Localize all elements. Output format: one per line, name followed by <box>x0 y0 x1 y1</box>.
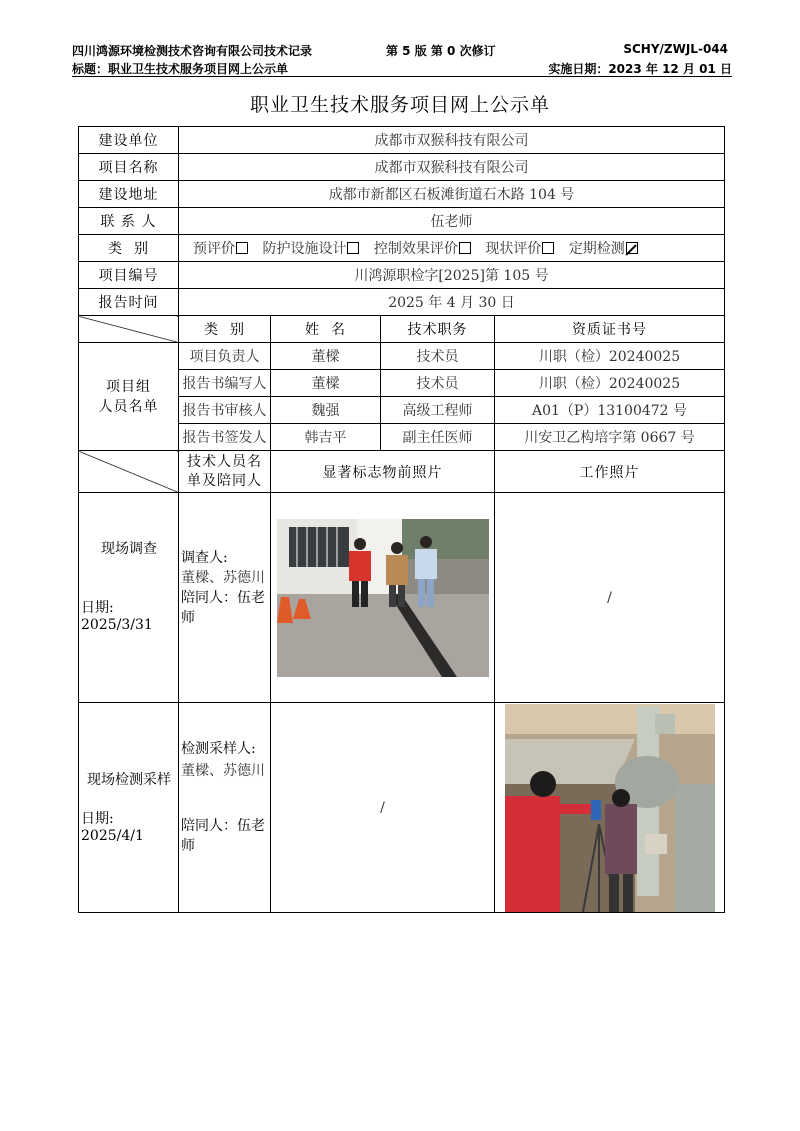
sampling-label-cell <box>79 703 179 913</box>
subject-line: 标题：职业卫生技术服务项目网上公示单 <box>72 62 289 76</box>
survey-staff-cell <box>179 493 271 703</box>
checkbox-icon <box>542 242 554 254</box>
staff-title: 技术员 <box>381 343 495 370</box>
category-option-status-eval[interactable]: 现状评价 <box>485 241 554 257</box>
address-value: 成都市新都区石板滩街道石木路 104 号 <box>179 181 725 208</box>
unit-value: 成都市双猴科技有限公司 <box>179 127 725 154</box>
col-staff-companions: 技术人员名 单及陪同人 <box>179 451 271 493</box>
staff-name: 董樑 <box>271 343 381 370</box>
doc-code: SCHY/ZWJL-044 <box>623 42 728 56</box>
survey-label-cell <box>79 493 179 703</box>
row-category <box>79 235 725 262</box>
survey-date: 2025/3/31 <box>81 617 153 633</box>
row-unit <box>79 127 725 154</box>
staff-col-name: 姓 名 <box>271 316 381 343</box>
staff-title: 高级工程师 <box>381 397 495 424</box>
announcement-form <box>78 126 725 913</box>
row-address <box>79 181 725 208</box>
sampling-work-photo <box>505 704 715 912</box>
staff-col-title: 技术职务 <box>381 316 495 343</box>
staff-header-row <box>79 316 725 343</box>
staff-role: 报告书审核人 <box>179 397 271 424</box>
contact-value: 伍老师 <box>179 208 725 235</box>
staff-row <box>79 343 725 370</box>
survey-row <box>79 493 725 703</box>
category-option-protection-design[interactable]: 防护设施设计 <box>262 241 359 257</box>
staff-role: 报告书签发人 <box>179 424 271 451</box>
photos-header-row <box>79 451 725 493</box>
col-landmark-photo: 显著标志物前照片 <box>271 451 495 493</box>
sampling-row <box>79 703 725 913</box>
staff-cert: A01（P）13100472 号 <box>495 397 725 424</box>
staff-col-cert: 资质证书号 <box>495 316 725 343</box>
sampling-label: 现场检测采样 <box>87 772 171 788</box>
sampling-work-photo-cell <box>495 703 725 913</box>
survey-companion: 陪同人：伍老师 <box>181 590 265 626</box>
category-option-periodic-test[interactable]: 定期检测 <box>569 241 638 257</box>
sampling-date: 2025/4/1 <box>81 828 144 844</box>
company-record-title: 四川鸿源环境检测技术咨询有限公司技术记录 <box>72 44 313 58</box>
group-label: 项目组 人员名单 <box>79 343 179 451</box>
staff-cert: 川安卫乙构培字第 0667 号 <box>495 424 725 451</box>
contact-label: 联 系 人 <box>79 208 179 235</box>
category-options <box>179 235 725 262</box>
diagonal-corner-cell <box>79 316 179 343</box>
version-info: 第 5 版 第 0 次修订 <box>386 44 496 58</box>
survey-date-label: 日期: <box>81 600 114 616</box>
report-time-label: 报告时间 <box>79 289 179 316</box>
effective-date: 实施日期：2023 年 12 月 01 日 <box>548 62 732 76</box>
project-no-value: 川鸿源职检字[2025]第 105 号 <box>179 262 725 289</box>
staff-name: 魏强 <box>271 397 381 424</box>
row-report-time <box>79 289 725 316</box>
staff-role: 报告书编写人 <box>179 370 271 397</box>
row-project <box>79 154 725 181</box>
col-work-photo: 工作照片 <box>495 451 725 493</box>
report-time-value: 2025 年 4 月 30 日 <box>179 289 725 316</box>
project-label: 项目名称 <box>79 154 179 181</box>
investigator-label: 调查人: <box>181 550 228 566</box>
category-option-control-effect[interactable]: 控制效果评价 <box>374 241 471 257</box>
sampling-companion: 陪同人：伍老师 <box>181 818 265 854</box>
category-option-pre-eval[interactable]: 预评价 <box>193 241 248 257</box>
row-contact <box>79 208 725 235</box>
header-divider <box>72 76 732 77</box>
sampler-label: 检测采样人: <box>181 741 256 757</box>
checkbox-icon <box>347 242 359 254</box>
project-value: 成都市双猴科技有限公司 <box>179 154 725 181</box>
unit-label: 建设单位 <box>79 127 179 154</box>
address-label: 建设地址 <box>79 181 179 208</box>
sampler-names: 董樑、苏德川 <box>181 763 265 779</box>
staff-name: 韩吉平 <box>271 424 381 451</box>
category-label: 类 别 <box>79 235 179 262</box>
staff-col-role: 类 别 <box>179 316 271 343</box>
staff-role: 项目负责人 <box>179 343 271 370</box>
sampling-landmark-placeholder: / <box>271 703 495 913</box>
staff-title: 副主任医师 <box>381 424 495 451</box>
survey-work-photo-placeholder: / <box>495 493 725 703</box>
staff-cert: 川职（检）20240025 <box>495 370 725 397</box>
survey-landmark-photo-cell <box>271 493 495 703</box>
row-project-no <box>79 262 725 289</box>
checkbox-icon <box>236 242 248 254</box>
staff-cert: 川职（检）20240025 <box>495 343 725 370</box>
checkbox-icon <box>459 242 471 254</box>
survey-landmark-photo <box>277 519 489 677</box>
page-title: 职业卫生技术服务项目网上公示单 <box>249 94 550 116</box>
sampling-staff-cell <box>179 703 271 913</box>
investigator-names: 董樑、苏德川 <box>181 570 265 586</box>
sampling-date-label: 日期: <box>81 811 114 827</box>
survey-label: 现场调查 <box>101 541 157 557</box>
staff-title: 技术员 <box>381 370 495 397</box>
staff-name: 董樑 <box>271 370 381 397</box>
checked-checkbox-icon <box>626 242 638 254</box>
project-no-label: 项目编号 <box>79 262 179 289</box>
diagonal-corner-cell <box>79 451 179 493</box>
